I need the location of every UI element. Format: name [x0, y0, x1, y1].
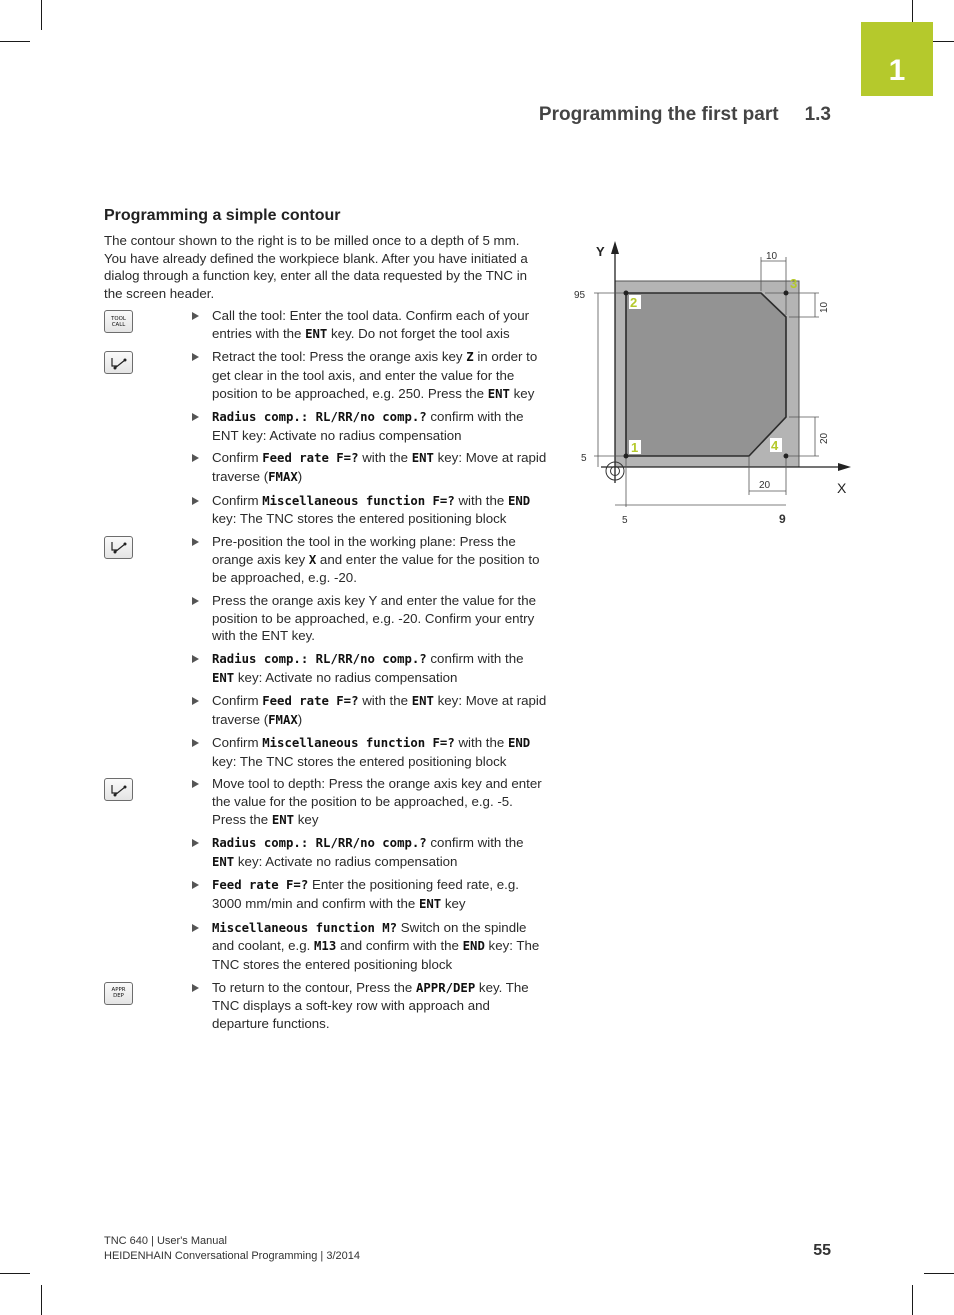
- step-text-run: key: Move at rapid traverse (: [212, 692, 547, 727]
- step-text-run: key: Activate no radius compensation: [234, 669, 458, 685]
- line-key-icon: [104, 351, 133, 374]
- bullet-arrow-icon: [192, 839, 199, 847]
- point-label-3: 3: [790, 276, 798, 291]
- step-text-run: with the: [358, 692, 412, 708]
- x-axis-arrow: [838, 463, 851, 471]
- instruction-step: [104, 876, 549, 914]
- instruction-list: [104, 307, 549, 1038]
- step-text-run: key: [294, 811, 319, 827]
- step-text-run: Confirm: [212, 450, 263, 466]
- step-text-run: and enter the value for the position to be approached, e.g. -20.: [212, 551, 540, 586]
- ui-term: ENT: [212, 670, 235, 685]
- instruction-step: [104, 775, 549, 829]
- crop-mark: [912, 1285, 913, 1315]
- step-text: [212, 534, 539, 586]
- step-text-run: with the: [358, 450, 412, 466]
- instruction-step: [104, 492, 549, 529]
- key-label-line: TOOL: [111, 315, 126, 322]
- ui-term: ENT: [212, 855, 235, 870]
- ui-term: Miscellaneous function M?: [212, 920, 398, 935]
- bullet-arrow-icon: [192, 413, 199, 421]
- part-contour: [626, 293, 786, 456]
- key-label: [111, 316, 126, 328]
- step-text-run: key. Do not forget the tool axis: [327, 325, 510, 341]
- step-text: [212, 980, 529, 1032]
- step-text: [212, 349, 537, 401]
- ui-term: FMAX: [268, 712, 298, 727]
- step-text-run: key: [509, 385, 535, 401]
- contour-point-3: [784, 291, 789, 296]
- key-label: [112, 987, 126, 999]
- instruction-step: [104, 650, 549, 688]
- section-heading: Programming a simple contour: [104, 207, 341, 224]
- step-text-run: Confirm: [212, 735, 263, 751]
- instruction-step: [104, 979, 549, 1033]
- step-text-run: confirm with the ENT key: Activate no radius compensation: [212, 409, 524, 443]
- step-text-run: Retract the tool: Press the orange axis key: [212, 349, 467, 365]
- instruction-step: [104, 734, 549, 771]
- point-label-4: 4: [771, 438, 779, 453]
- instruction-step: [104, 449, 549, 487]
- contour-figure: [565, 235, 855, 530]
- contour-point-1: [624, 454, 629, 459]
- dimension-bottom-right: 9: [779, 512, 786, 526]
- ui-term: ENT: [305, 326, 328, 341]
- step-text-run: ): [297, 469, 303, 485]
- instruction-step: [104, 348, 549, 403]
- ui-term: Miscellaneous function F=?: [262, 493, 455, 508]
- bullet-arrow-icon: [192, 697, 199, 705]
- instruction-step: [104, 533, 549, 587]
- crop-mark: [924, 1273, 954, 1274]
- ui-term: Feed rate F=?: [212, 878, 309, 893]
- ui-term: FMAX: [268, 470, 298, 485]
- point-label-1: 1: [631, 440, 639, 455]
- bullet-arrow-icon: [192, 924, 199, 932]
- crop-mark: [41, 0, 42, 30]
- step-text-run: Confirm: [212, 692, 263, 708]
- step-text: [212, 776, 542, 827]
- x-axis-label: X: [837, 480, 847, 496]
- instruction-step: [104, 834, 549, 872]
- step-text-run: Pre-position the tool in the working plane: Press the orange axis key: [212, 533, 516, 567]
- intro-paragraph: The contour shown to the right is to be milled once to a depth of 5 mm. You have already defined the workpiece blank. After you have initiated a dialog through a function key, enter all the data requested by the TNC in the screen header.: [104, 233, 528, 301]
- instruction-step: [104, 307, 549, 344]
- instruction-step: [104, 408, 549, 445]
- step-text: [212, 735, 530, 769]
- y-axis-label: Y: [596, 244, 605, 259]
- step-text: [212, 920, 539, 973]
- step-text-run: key: [441, 896, 466, 912]
- instruction-step: [104, 919, 549, 974]
- step-text: [212, 409, 524, 443]
- ui-term: ENT: [487, 386, 510, 401]
- ui-term: Radius comp.: RL/RR/no comp.?: [212, 651, 427, 666]
- bullet-arrow-icon: [192, 739, 199, 747]
- step-text: [212, 835, 524, 869]
- step-text-run: Switch on the spindle and coolant, e.g.: [212, 919, 527, 954]
- step-text-run: Enter the positioning feed rate, e.g. 3000 mm/min and confirm with the: [212, 877, 519, 912]
- step-text-run: key: The TNC stores the entered positioning block: [212, 938, 540, 973]
- step-text: [212, 693, 546, 727]
- dimension-bottom: 20: [759, 480, 771, 491]
- footer-line-1: TNC 640 | User's Manual: [104, 1235, 227, 1247]
- ui-term: Z: [466, 350, 474, 365]
- ui-term: ENT: [411, 693, 434, 708]
- header-section: 1.3: [804, 104, 831, 125]
- ui-term: END: [462, 939, 485, 954]
- contour-point-2: [624, 291, 629, 296]
- bullet-arrow-icon: [192, 597, 199, 605]
- ui-term: Radius comp.: RL/RR/no comp.?: [212, 410, 427, 425]
- key-label-line: DEP: [113, 993, 124, 1000]
- step-text-run: key: The TNC stores the entered positioning block: [212, 511, 507, 527]
- ui-term: X: [308, 552, 317, 567]
- key-label-line: CALL: [111, 321, 126, 328]
- y-axis-arrow: [611, 241, 619, 254]
- dimension-left-bottom: 5: [581, 453, 587, 464]
- ui-term: APPR/DEP: [416, 980, 476, 995]
- step-text-run: To return to the contour, Press the: [212, 979, 416, 995]
- step-text-run: key: The TNC stores the entered positioning block: [212, 753, 507, 769]
- step-text-run: confirm with the: [426, 835, 524, 851]
- contour-point-4: [784, 454, 789, 459]
- line-key-icon: [104, 536, 133, 559]
- appr-dep-key-icon: [104, 982, 133, 1005]
- step-text-run: Press the orange axis key Y and enter the value for the position to be approached, e.g. -20. Confirm your entry with the ENT key.: [212, 592, 537, 644]
- bullet-arrow-icon: [192, 454, 199, 462]
- line-key-icon: [104, 778, 133, 801]
- bullet-arrow-icon: [192, 312, 199, 320]
- dimension-right-bottom: 20: [819, 432, 830, 444]
- step-text-run: with the: [454, 492, 508, 508]
- ui-term: M13: [314, 939, 337, 954]
- bullet-arrow-icon: [192, 984, 199, 992]
- bullet-arrow-icon: [192, 881, 199, 889]
- point-label-2: 2: [630, 295, 638, 310]
- dimension-right-top: 10: [819, 301, 830, 313]
- step-text: [212, 493, 530, 527]
- step-text-run: key: Move at rapid traverse (: [212, 450, 547, 485]
- step-text-run: and confirm with the: [336, 938, 463, 954]
- key-label-line: APPR: [111, 987, 126, 994]
- instruction-step: [104, 592, 549, 645]
- step-text-run: in order to get clear in the tool axis, and enter the value for the position to be approached, e.g. 250. Press the: [212, 349, 538, 401]
- step-text: [212, 651, 524, 685]
- chapter-number: 1: [888, 54, 906, 87]
- bullet-arrow-icon: [192, 497, 199, 505]
- bullet-arrow-icon: [192, 538, 199, 546]
- running-header: [380, 104, 831, 126]
- crop-mark: [0, 1273, 30, 1274]
- page-footer: [104, 1234, 404, 1263]
- step-text: [212, 308, 529, 341]
- ui-term: Feed rate F=?: [262, 693, 359, 708]
- header-title: Programming the first part: [538, 104, 779, 125]
- bullet-arrow-icon: [192, 353, 199, 361]
- step-text-run: key. The TNC displays a soft-key row with approach and departure functions.: [212, 979, 529, 1032]
- step-text-run: key: Activate no radius compensation: [234, 854, 458, 870]
- crop-mark: [41, 1285, 42, 1315]
- tool-call-key-icon: [104, 310, 133, 333]
- step-text-run: Confirm: [212, 492, 263, 508]
- ui-term: ENT: [411, 451, 434, 466]
- dimension-bottom-left: 5: [622, 515, 628, 526]
- chapter-tab: [861, 22, 933, 96]
- instruction-step: [104, 692, 549, 730]
- ui-term: Miscellaneous function F=?: [262, 736, 455, 751]
- step-text: [212, 450, 546, 484]
- ui-term: Radius comp.: RL/RR/no comp.?: [212, 836, 427, 851]
- step-text-run: with the: [454, 735, 508, 751]
- step-text-run: ): [297, 711, 303, 727]
- ui-term: END: [507, 736, 531, 751]
- dimension-top: 10: [766, 251, 778, 262]
- step-text-run: confirm with the: [426, 650, 524, 666]
- ui-term: Feed rate F=?: [262, 451, 359, 466]
- page-number: 55: [813, 1242, 831, 1259]
- step-text: [212, 877, 519, 911]
- step-text: [212, 593, 536, 644]
- bullet-arrow-icon: [192, 780, 199, 788]
- bullet-arrow-icon: [192, 655, 199, 663]
- step-text-run: Move tool to depth: Press the orange axis key and enter the value for the position to be approached, e.g. -5. Press the: [212, 776, 542, 827]
- step-text-run: Call the tool: Enter the tool data. Confirm each of your entries with the: [212, 308, 530, 341]
- crop-mark: [0, 41, 30, 42]
- contour-diagram: [565, 235, 855, 530]
- footer-line-2: HEIDENHAIN Conversational Programming | 3/2014: [104, 1249, 360, 1262]
- dimension-left: 95: [574, 290, 586, 301]
- ui-term: ENT: [418, 897, 442, 912]
- ui-term: END: [507, 493, 531, 508]
- ui-term: ENT: [271, 812, 295, 827]
